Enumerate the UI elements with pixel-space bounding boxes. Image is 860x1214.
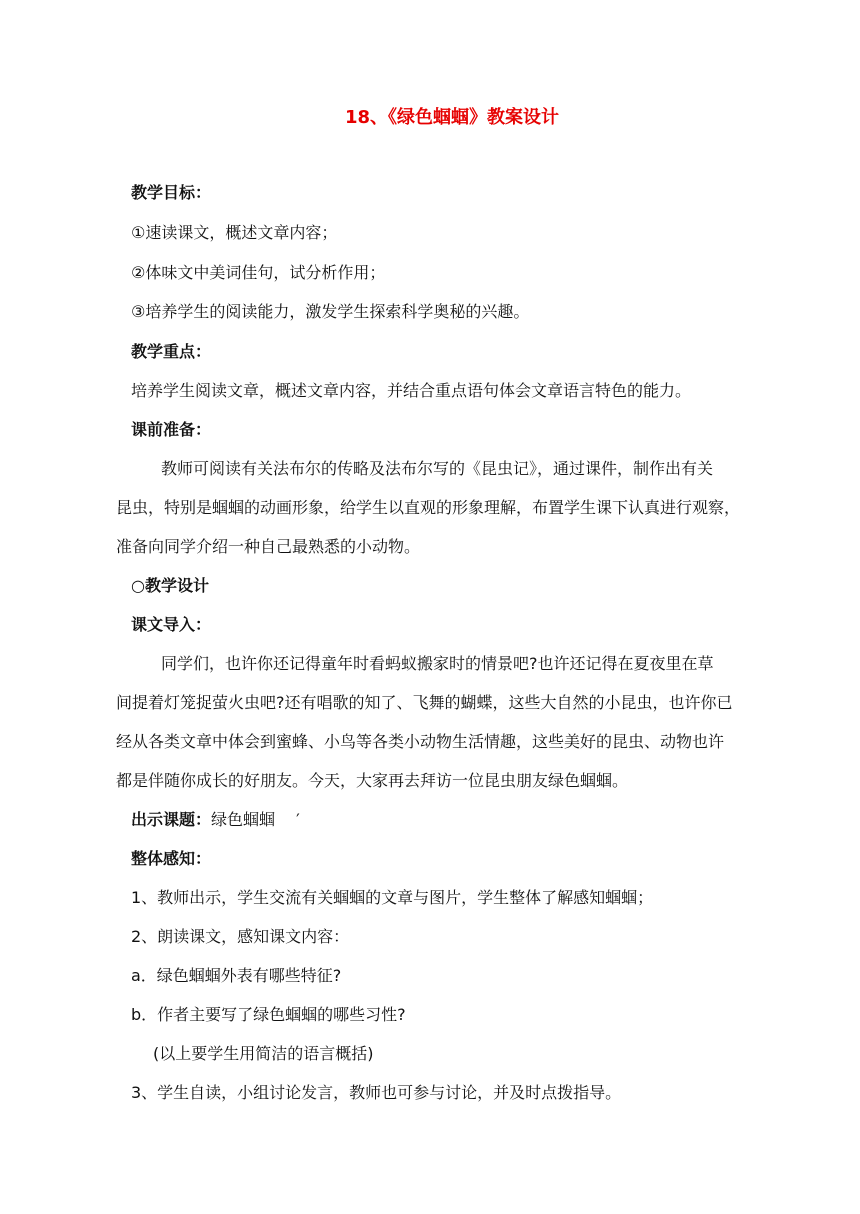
perception-note: (以上要学生用简洁的语言概括) — [153, 1044, 374, 1063]
intro-line-2: 间提着灯笼捉萤火虫吧?还有唱歌的知了、飞舞的蝴蝶，这些大自然的小昆虫，也许你已 — [116, 693, 733, 712]
perception-item-1: 1、教师出示，学生交流有关蝈蝈的文章与图片，学生整体了解感知蝈蝈； — [131, 888, 654, 907]
intro-line-3: 经从各类文章中体会到蜜蜂、小鸟等各类小动物生活情趣，这些美好的昆虫、动物也许 — [116, 732, 725, 751]
topic-label: 出示课题： — [131, 810, 212, 829]
perception-item-b: b．作者主要写了绿色蝈蝈的哪些习性? — [131, 1005, 406, 1024]
objective-item-2: ②体味文中美词佳句，试分析作用； — [131, 263, 386, 282]
focus-heading: 教学重点： — [131, 342, 212, 361]
topic-value: 绿色蝈蝈 ′ — [211, 810, 300, 829]
intro-line-1: 同学们，也许你还记得童年时看蚂蚁搬家时的情景吧?也许还记得在夏夜里在草 — [161, 654, 714, 673]
perception-item-2: 2、朗读课文，感知课文内容： — [131, 927, 350, 946]
topic-line — [131, 810, 300, 830]
focus-text: 培养学生阅读文章，概述文章内容，并结合重点语句体会文章语言特色的能力。 — [131, 381, 692, 400]
objective-item-1: ①速读课文，概述文章内容； — [131, 223, 338, 242]
prep-line-3: 准备向同学介绍一种自己最熟悉的小动物。 — [116, 537, 421, 556]
perception-item-3: 3、学生自读，小组讨论发言，教师也可参与讨论，并及时点拨指导。 — [131, 1083, 622, 1102]
prep-line-2: 昆虫，特别是蝈蝈的动画形象，给学生以直观的形象理解，布置学生课下认真进行观察， — [116, 498, 741, 517]
prep-line-1: 教师可阅读有关法布尔的传略及法布尔写的《昆虫记》，通过课件，制作出有关 — [161, 459, 714, 478]
document-title: 18、《绿色蝈蝈》教案设计 — [344, 107, 560, 128]
intro-line-4: 都是伴随你成长的好朋友。今天，大家再去拜访一位昆虫朋友绿色蝈蝈。 — [116, 771, 629, 790]
intro-heading: 课文导入： — [131, 615, 212, 634]
perception-heading: 整体感知： — [131, 849, 212, 868]
objective-item-3: ③培养学生的阅读能力，激发学生探索科学奥秘的兴趣。 — [131, 302, 530, 321]
prep-heading: 课前准备： — [131, 420, 212, 439]
objectives-heading: 教学目标： — [131, 183, 212, 202]
perception-item-a: a．绿色蝈蝈外表有哪些特征? — [131, 966, 342, 985]
design-heading: ○教学设计 — [131, 576, 209, 595]
